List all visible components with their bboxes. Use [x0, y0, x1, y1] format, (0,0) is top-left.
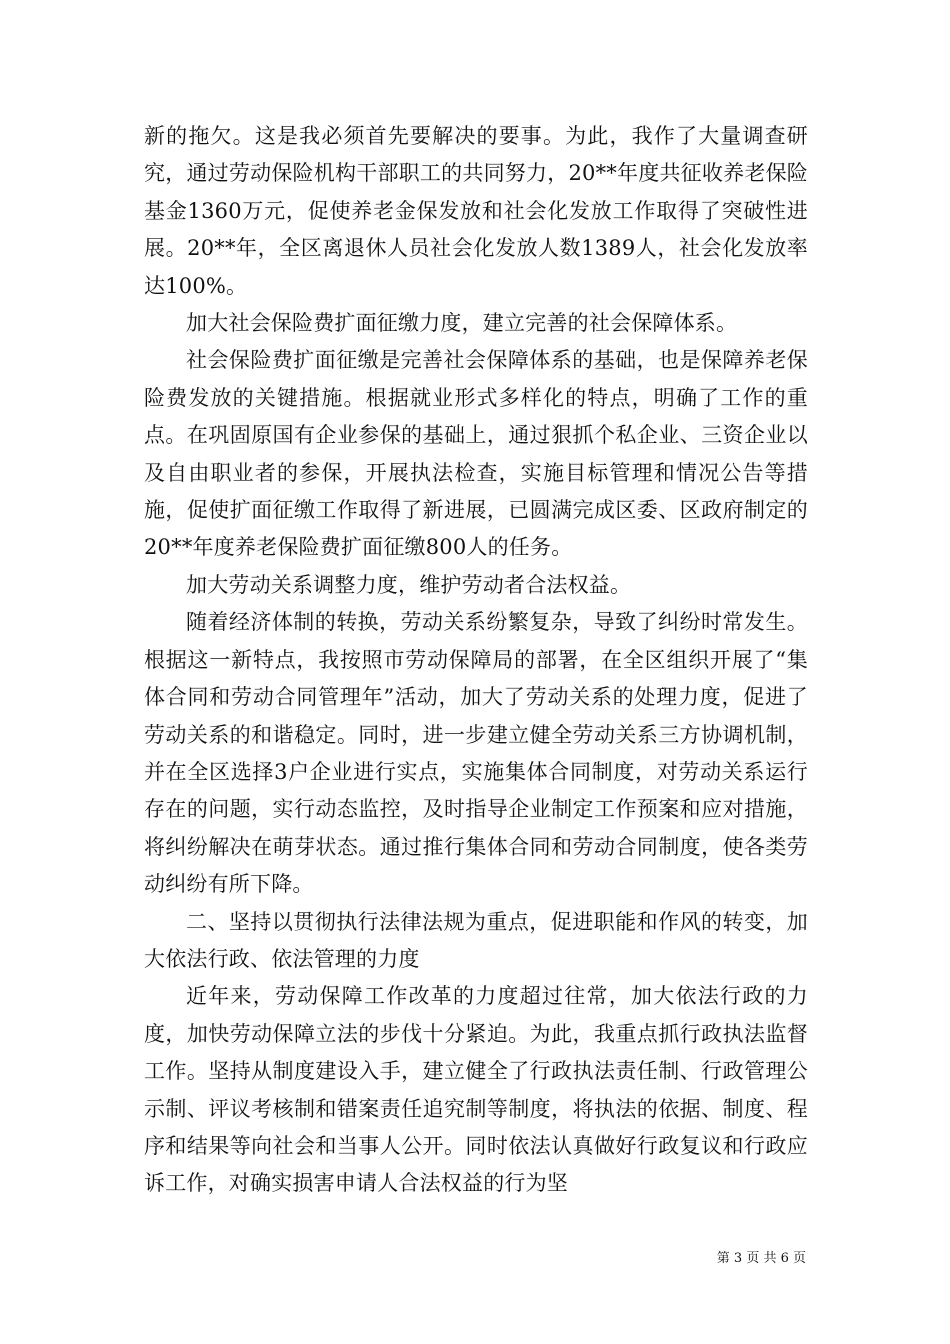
- paragraph-1: 新的拖欠。这是我必须首先要解决的要事。为此，我作了大量调查研究，通过劳动保险机构干部职工的共同努力，20**年度共征收养老保险基金1360万元，促使养老金保发放和社会化发放工作取得了突破性进展。20**年，全区离退休人员社会化发放人数1389人，社会化发放率达100%。: [144, 124, 808, 298]
- page-number: 第 3 页 共 6 页: [716, 1251, 806, 1266]
- paragraph-5: 随着经济体制的转换，劳动关系纷繁复杂，导致了纠纷时常发生。根据这一新特点，我按照市劳动保障局的部署，在全区组织开展了“集体合同和劳动合同管理年”活动，加大了劳动关系的处理力度，促进了劳动关系的和谐稳定。同时，进一步建立健全劳动关系三方协调机制，并在全区选择3户企业进行实点，实施集体合同制度，对劳动关系运行存在的问题，实行动态监控，及时指导企业制定工作预案和应对措施，将纠纷解决在萌芽状态。通过推行集体合同和劳动合同制度，使各类劳动纠纷有所下降。: [144, 610, 808, 897]
- section-heading: 二、坚持以贯彻执行法律法规为重点，促进职能和作风的转变，加大依法行政、依法管理的力度: [144, 909, 808, 971]
- body-text: [144, 118, 808, 1203]
- paragraph-4: 加大劳动关系调整力度，维护劳动者合法权益。: [186, 572, 632, 597]
- paragraph-2: 加大社会保险费扩面征缴力度，建立完善的社会保障体系。: [186, 311, 738, 336]
- paragraph-3: 社会保险费扩面征缴是完善社会保障体系的基础，也是保障养老保险费发放的关键措施。根据就业形式多样化的特点，明确了工作的重点。在巩固原国有企业参保的基础上，通过狠抓个私企业、三资企业以及自由职业者的参保，开展执法检查，实施目标管理和情况公告等措施，促使扩面征缴工作取得了新进展，已圆满完成区委、区政府制定的20**年度养老保险费扩面征缴800人的任务。: [144, 348, 808, 560]
- paragraph-7: 近年来，劳动保障工作改革的力度超过往常，加大依法行政的力度，加快劳动保障立法的步伐十分紧迫。为此，我重点抓行政执法监督工作。坚持从制度建设入手，建立健全了行政执法责任制、行政管理公示制、评议考核制和错案责任追究制等制度，将执法的依据、制度、程序和结果等向社会和当事人公开。同时依法认真做好行政复议和行政应诉工作，对确实损害申请人合法权益的行为坚: [144, 984, 808, 1196]
